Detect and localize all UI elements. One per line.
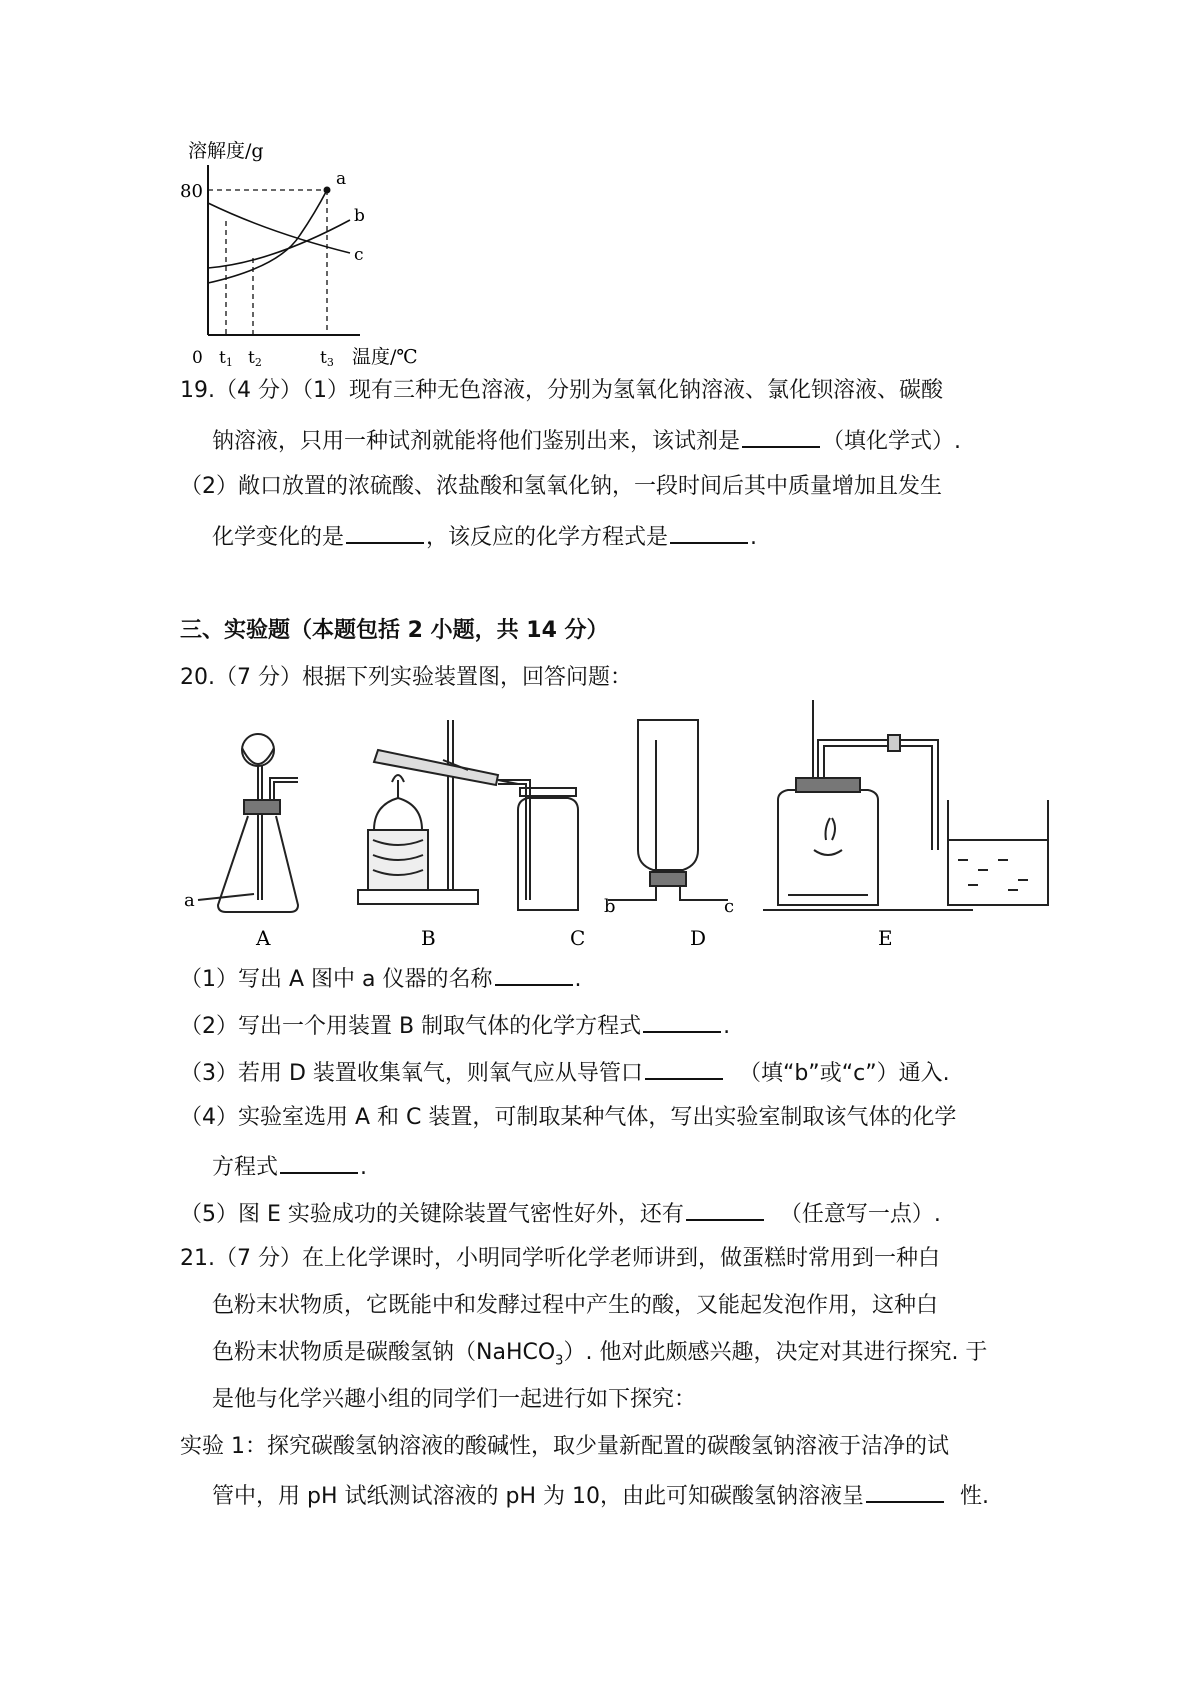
- q21-line3-sub: 3: [555, 1353, 564, 1369]
- q21-line3b: ）. 他对此颇感兴趣，决定对其进行探究. 于: [563, 1340, 988, 1365]
- q20-answer-blank-5[interactable]: [686, 1197, 764, 1221]
- apparatus-d: [608, 720, 728, 900]
- q19-line3: [180, 472, 942, 502]
- curve-b: [208, 220, 350, 268]
- solubility-chart: [180, 135, 450, 370]
- curve-c: [208, 203, 350, 253]
- q20-answer-blank-4[interactable]: [280, 1150, 358, 1174]
- q20-s4-text: （4）实验室选用 A 和 C 装置，可制取某种气体，写出实验室制取该气体的化学: [180, 1105, 957, 1130]
- label-b: b: [604, 896, 616, 917]
- apparatus-label-b: B: [421, 926, 436, 950]
- apparatus-label-e: E: [878, 926, 893, 950]
- q21-line4: 是他与化学兴趣小组的同学们一起进行如下探究：: [212, 1387, 697, 1412]
- q21-answer-blank-1[interactable]: [866, 1479, 944, 1503]
- q19-score: （4 分）: [215, 378, 302, 403]
- q20-s5-text: （5）图 E 实验成功的关键除装置气密性好外，还有: [180, 1202, 684, 1227]
- q20-s4-text2: 方程式: [212, 1155, 279, 1180]
- series-label-a: a: [336, 169, 347, 189]
- q20-sub4-line1: [180, 1103, 956, 1133]
- x-tick-0: 0: [192, 348, 203, 368]
- q19-p1-line1: （1）现有三种无色溶液，分别为氢氧化钠溶液、氯化钡溶液、碳酸: [302, 378, 943, 403]
- apparatus-c: [498, 780, 578, 910]
- q20-sub5: [180, 1197, 941, 1230]
- apparatus-figure: [178, 700, 1058, 950]
- apparatus-b: [358, 720, 518, 904]
- q19-line1: [180, 376, 943, 406]
- q21-line2: 色粉末状物质，它既能中和发酵过程中产生的酸，又能起发泡作用，这种白: [212, 1293, 939, 1318]
- apparatus-label-c: C: [570, 926, 586, 950]
- chart-ylabel: 溶解度/g: [188, 140, 264, 162]
- q19-p2-line1: （2）敞口放置的浓硫酸、浓盐酸和氢氧化钠，一段时间后其中质量增加且发生: [180, 474, 942, 499]
- q20-sub2: [180, 1009, 730, 1042]
- series-label-b: b: [354, 206, 365, 226]
- q21-line3: [212, 1338, 987, 1376]
- q19-line4: [212, 520, 757, 553]
- q19-answer-blank-1[interactable]: [742, 424, 820, 448]
- q20-s2-text: （2）写出一个用装置 B 制取气体的化学方程式: [180, 1014, 642, 1039]
- q19-p2-line2a: 化学变化的是: [212, 525, 345, 550]
- q20-sub1: [180, 962, 582, 995]
- q20-answer-blank-2[interactable]: [643, 1009, 721, 1033]
- q19-answer-blank-2[interactable]: [346, 520, 424, 544]
- apparatus-label-d: D: [690, 926, 707, 950]
- q19-p2-line2c: .: [750, 525, 758, 550]
- apparatus-label-a: A: [256, 926, 271, 950]
- q20-sub4-line2: [212, 1150, 367, 1183]
- q20-s1-text: （1）写出 A 图中 a 仪器的名称: [180, 967, 493, 992]
- q20-s4-end: .: [360, 1155, 368, 1180]
- q19-line2: [212, 424, 961, 457]
- q21-exp1-text: 管中，用 pH 试纸测试溶液的 pH 为 10，由此可知碳酸氢钠溶液呈: [212, 1484, 864, 1509]
- q21-exp1-line2: [212, 1479, 989, 1512]
- section-3-heading: 三、实验题（本题包括 2 小题，共 14 分）: [180, 618, 609, 643]
- apparatus-e: [763, 700, 1048, 910]
- q19-p2-line2b: ，该反应的化学方程式是: [426, 525, 669, 550]
- point-a: [324, 187, 331, 194]
- q21-line1: 21.（7 分）在上化学课时，小明同学听化学老师讲到，做蛋糕时常用到一种白: [180, 1246, 940, 1271]
- q20-s5-end: （任意写一点）.: [779, 1202, 941, 1227]
- x-tick-t1: t1: [219, 348, 233, 369]
- label-c: c: [724, 896, 735, 917]
- q20-s2-end: .: [723, 1014, 731, 1039]
- x-tick-t3: t3: [320, 348, 334, 369]
- q19-answer-blank-3[interactable]: [670, 520, 748, 544]
- series-label-c: c: [354, 245, 364, 265]
- y-tick-80: 80: [180, 181, 203, 202]
- q20-sub3: [180, 1056, 950, 1089]
- q21-line3a: 色粉末状物质是碳酸氢钠（NaHCO: [212, 1340, 556, 1365]
- q20-s3-end: （填“b”或“c”）通入.: [738, 1061, 950, 1086]
- chart-xlabel: 温度/℃: [352, 346, 418, 368]
- q21-exp1-line1: 实验 1：探究碳酸氢钠溶液的酸碱性，取少量新配置的碳酸氢钠溶液于洁净的试: [180, 1434, 949, 1459]
- q20-answer-blank-3[interactable]: [645, 1056, 723, 1080]
- q20-s3-text: （3）若用 D 装置收集氧气，则氧气应从导管口: [180, 1061, 643, 1086]
- q20-intro: 20.（7 分）根据下列实验装置图，回答问题：: [180, 665, 632, 690]
- q20-s1-end: .: [574, 967, 582, 992]
- apparatus-a: [198, 734, 298, 912]
- q19-p1-line2b: （填化学式）.: [822, 429, 962, 454]
- label-a: a: [184, 890, 195, 911]
- q21-exp1-end: 性.: [959, 1484, 989, 1509]
- q19-number: 19.: [180, 378, 215, 403]
- x-tick-t2: t2: [248, 348, 262, 369]
- q20-answer-blank-1[interactable]: [495, 962, 573, 986]
- q19-p1-line2a: 钠溶液，只用一种试剂就能将他们鉴别出来，该试剂是: [212, 429, 741, 454]
